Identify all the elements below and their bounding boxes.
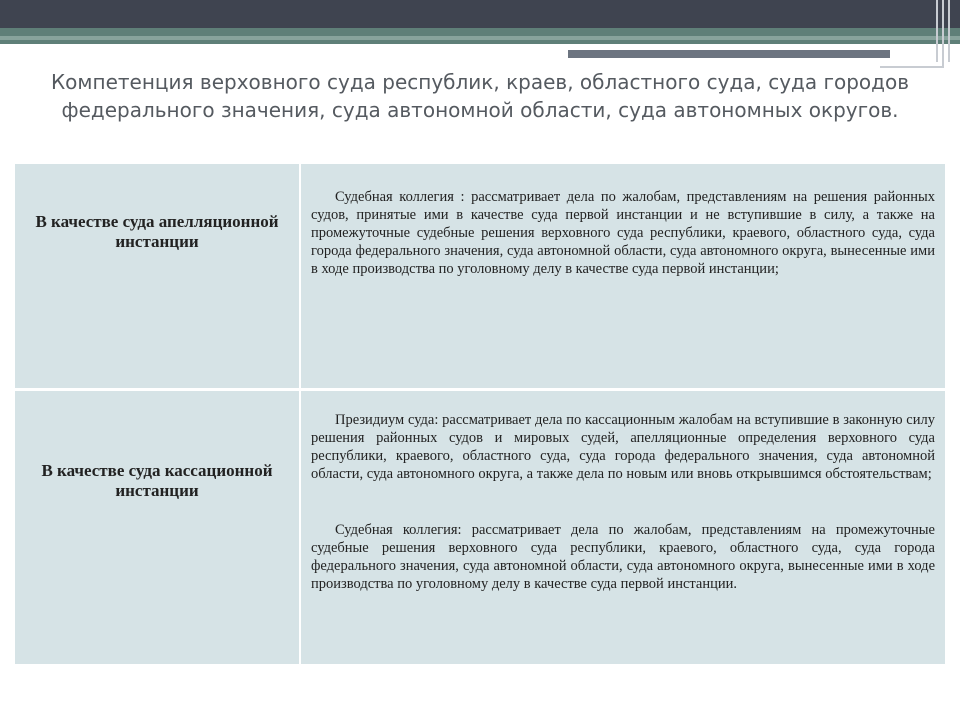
row-content-cell	[301, 391, 945, 664]
row-paragraph: Судебная коллегия : рассматривает дела по жалобам, представлениям на решения районных судов, принятые ими в качестве суда первой инстанции и не вступившие в силу, а также на промежуточные судебные решения верховного суда республики, краевого, областного суда, суда города федерального значения, суда автономной области, суда автономного округа, вынесенные ими в ходе производства по уголовному делу в качестве суда первой инстанции;	[311, 189, 935, 277]
row-heading: В качестве суда кассационной инстанции	[41, 461, 273, 500]
header-stripe-highlight	[0, 36, 960, 40]
row-heading: В качестве суда апелляционной инстанции	[35, 212, 279, 251]
table-row-appeal	[15, 164, 945, 388]
row-content-cell	[301, 164, 945, 388]
accent-bar	[568, 50, 890, 58]
row-paragraph: Судебная коллегия: рассматривает дела по жалобам, представлениям на промежуточные судебные решения верховного суда республики, краевого, областного суда, суда города федерального значения, суда автономной области, суда автономного округа, вынесенные ими в ходе производства по уголовному делу в качестве суда первой инстанции.	[311, 522, 935, 592]
row-heading-cell	[15, 164, 299, 388]
corner-decoration-line	[942, 0, 944, 66]
header-gap	[0, 44, 570, 50]
row-heading-cell	[15, 391, 299, 664]
header-band	[0, 0, 960, 28]
slide-title: Компетенция верховного суда республик, краев, областного суда, суда городов федерального значения, суда автономной области, суда автономных округов.	[50, 70, 910, 122]
competence-table	[15, 164, 945, 664]
table-row-cassation	[15, 391, 945, 664]
row-paragraph: Президиум суда: рассматривает дела по кассационным жалобам на вступившие в законную силу решения районных судов и мировых судей, апелляционные определения верховного суда республики, краевого, областного суда, суда города федерального значения, суда автономной области, суда автономного округа, а также дела по новым или вновь открывшимся обстоятельствам;	[311, 412, 935, 482]
